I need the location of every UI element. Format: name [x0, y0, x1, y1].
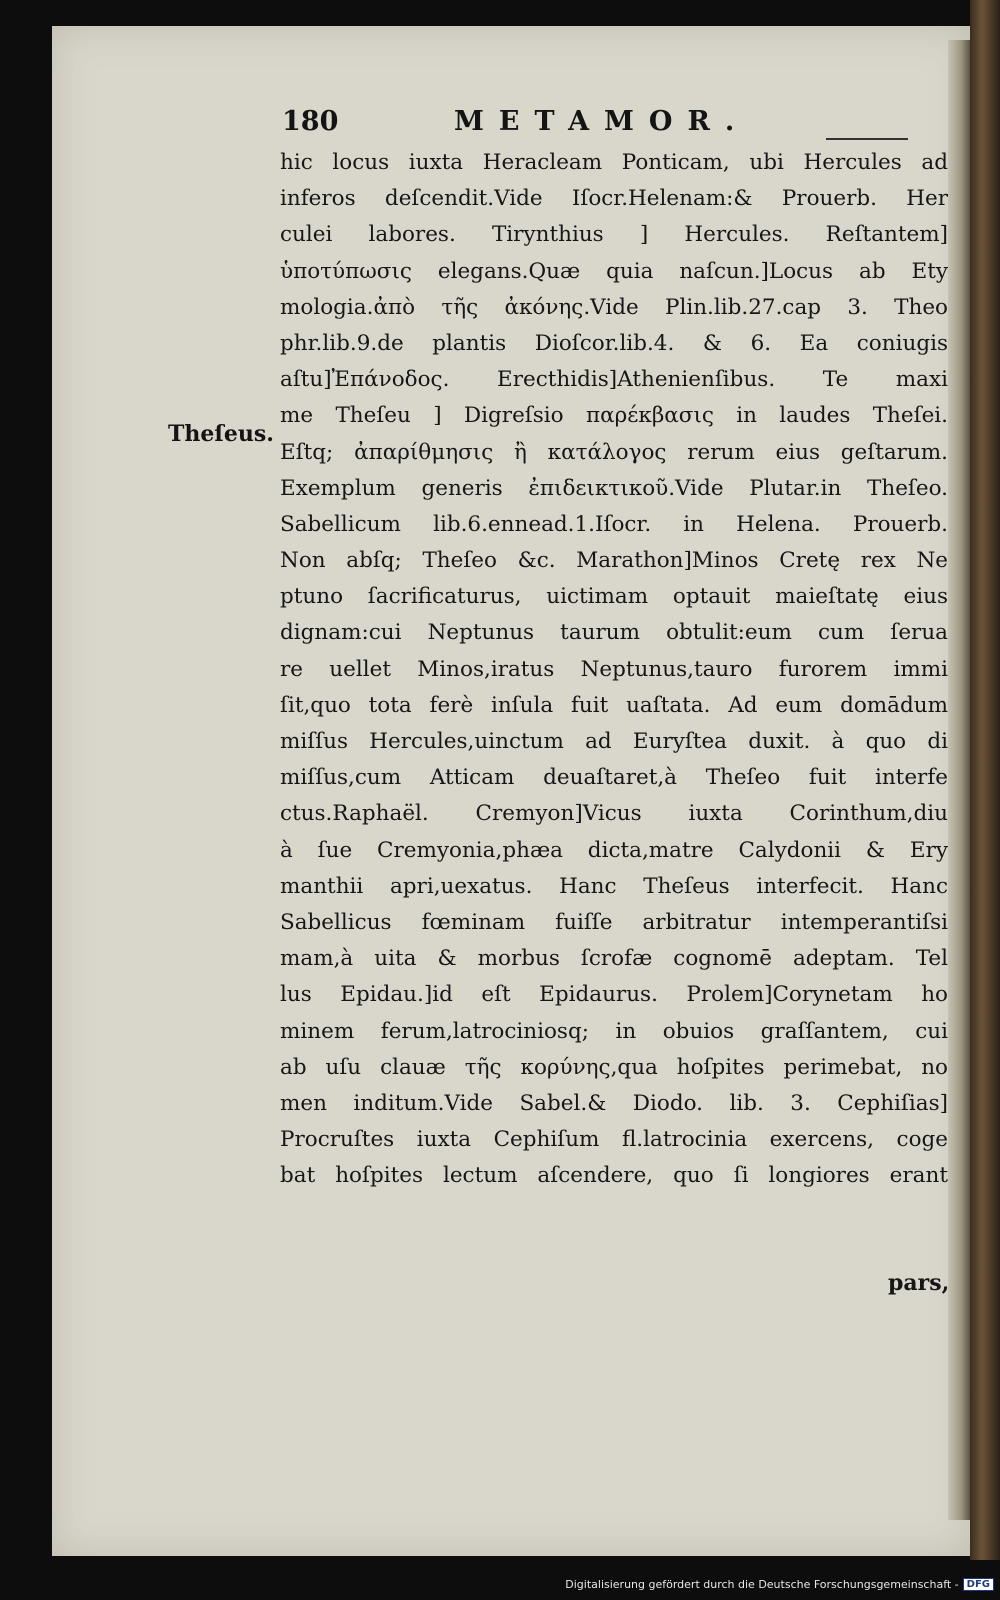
text-line: ab uſu clauæ τῆς κορύνης,qua hoſpites perimebat, no — [280, 1054, 948, 1080]
text-line: culei labores. Tirynthius ] Hercules. Reſtantem] — [280, 222, 948, 248]
book-edge — [970, 0, 1000, 1560]
text-line: bat hoſpites lectum aſcendere, quo ſi longiores erant — [280, 1163, 948, 1189]
text-line: miſſus,cum Atticam deuaſtaret,à Theſeo fuit interfe — [280, 765, 948, 791]
text-line: miſſus Hercules,uinctum ad Euryſtea duxit. à quo di — [280, 729, 948, 754]
page-header — [282, 106, 752, 140]
dfg-logo: DFG — [963, 1578, 994, 1591]
text-line: mologia.ἀπὸ τῆς ἀκόνης.Vide Plin.lib.27.cap 3. Theo — [280, 294, 948, 320]
text-line: Exemplum generis ἐπιδεικτικοῦ.Vide Plutar.in Theſeo. — [280, 475, 948, 501]
text-line: à ſue Cremyonia,phæa dicta,matre Calydonii & Ery — [280, 837, 948, 863]
text-line: mam,à uita & morbus ſcrofæ cognomē adeptam. Tel — [280, 946, 948, 972]
text-line: Non abſq; Theſeo &c. Marathon]Minos Cretę rex Ne — [280, 548, 948, 574]
text-line: minem ferum,latrociniosq; in obuios graſſantem, cui — [280, 1018, 948, 1044]
text-line: inferos deſcendit.Vide Iſocr.Helenam:& Prouerb. Her — [280, 186, 948, 212]
text-line: lus Epidau.]id eſt Epidaurus. Prolem]Corynetam ho — [280, 982, 948, 1008]
text-line: phr.lib.9.de plantis Dioſcor.lib.4. & 6. Ea coniugis — [280, 330, 948, 356]
text-line: Procruſtes iuxta Cephiſum fl.latrocinia exercens, coge — [280, 1127, 948, 1153]
margin-note: Theſeus. — [168, 421, 274, 447]
folio-number: 180 — [282, 106, 339, 137]
running-head: METAMOR. — [454, 106, 750, 137]
text-line: manthii apri,uexatus. Hanc Theſeus interfecit. Hanc — [280, 873, 948, 899]
text-line: hic locus iuxta Heracleam Ponticam, ubi Hercules ad — [280, 150, 948, 175]
text-line: aſtu]Ἐπάνοδος. Erecthidis]Athenienſibus. Te maxi — [280, 367, 948, 393]
footer-credit: Digitalisierung gefördert durch die Deutsche Forschungsgemeinschaft - — [565, 1578, 959, 1591]
text-line: re uellet Minos,iratus Neptunus,tauro furorem immi — [280, 656, 948, 682]
page-edges — [948, 40, 970, 1520]
text-line: Eſtq; ἀπαρίθμησις ἢ κατάλογος rerum eius geſtarum. — [280, 439, 948, 465]
text-line: men inditum.Vide Sabel.& Diodo. lib. 3. Cephiſias] — [280, 1090, 948, 1116]
text-line: ctus.Raphaël. Cremyon]Vicus iuxta Corinthum,diu — [280, 801, 948, 827]
text-line: me Theſeu ] Digreſsio παρέκβασις in laudes Theſei. — [280, 403, 948, 429]
text-line: ὑποτύπωσις elegans.Quæ quia naſcun.]Locus ab Ety — [280, 258, 948, 284]
text-line: ſit,quo tota ferè inſula fuit uaſtata. Ad eum domādum — [280, 692, 948, 718]
digitization-footer — [565, 1578, 994, 1591]
text-line: Sabellicum lib.6.ennead.1.Iſocr. in Helena. Prouerb. — [280, 511, 948, 537]
commentary-text — [280, 145, 948, 1194]
text-line: Sabellicus fœminam fuiſſe arbitratur intemperantiſsi — [280, 909, 948, 935]
header-rule — [826, 138, 908, 140]
text-line: ptuno ſacrificaturus, uictimam optauit maieſtatę eius — [280, 584, 948, 610]
catchword: pars, — [888, 1270, 950, 1296]
text-line: dignam:cui Neptunus taurum obtulit:eum cum ſerua — [280, 620, 948, 646]
